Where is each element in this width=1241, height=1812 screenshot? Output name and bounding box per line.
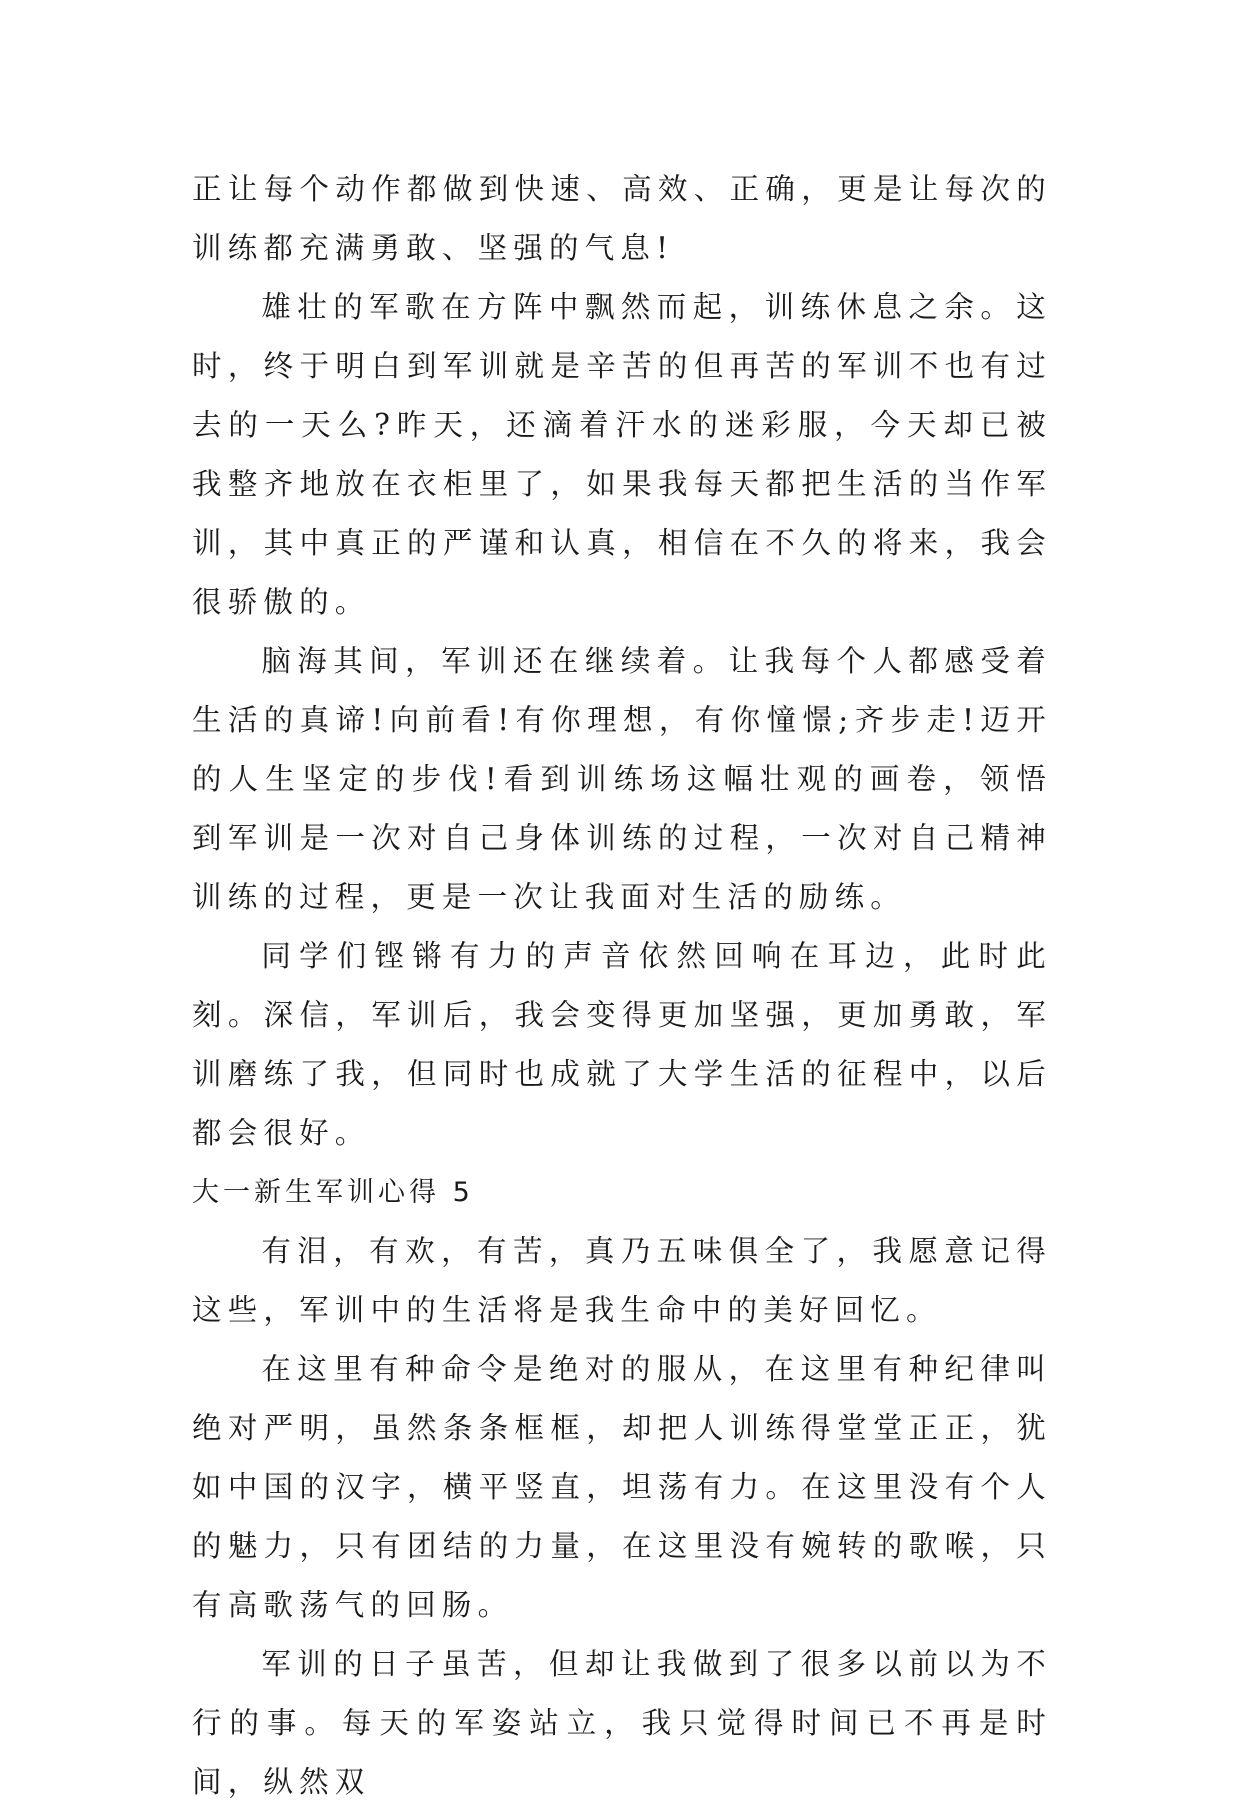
paragraph: 同学们铿锵有力的声音依然回响在耳边，此时此刻。深信，军训后，我会变得更加坚强，更加勇敢，军训磨练了我，但同时也成就了大学生活的征程中，以后都会很好。 [192,939,1052,1150]
paragraph-continuation: 正让每个动作都做到快速、高效、正确，更是让每次的训练都充满勇敢、坚强的气息! [192,172,1052,265]
paragraph: 有泪，有欢，有苦，真乃五味俱全了，我愿意记得这些，军训中的生活将是我生命中的美好回忆。 [192,1234,1052,1327]
paragraph: 雄壮的军歌在方阵中飘然而起，训练休息之余。这时，终于明白到军训就是辛苦的但再苦的军训不也有过去的一天么?昨天，还滴着汗水的迷彩服，今天却已被我整齐地放在衣柜里了，如果我每天都把生活的当作军训，其中真正的严谨和认真，相信在不久的将来，我会很骄傲的。 [192,290,1052,619]
paragraph: 在这里有种命令是绝对的服从，在这里有种纪律叫绝对严明，虽然条条框框，却把人训练得堂堂正正，犹如中国的汉字，横平竖直，坦荡有力。在这里没有个人的魅力，只有团结的力量，在这里没有婉转的歌喉，只有高歌荡气的回肠。 [192,1352,1052,1622]
paragraph: 脑海其间，军训还在继续着。让我每个人都感受着生活的真谛!向前看!有你理想，有你憧憬;齐步走!迈开的人生坚定的步伐!看到训练场这幅壮观的画卷，领悟到军训是一次对自己身体训练的过程，一次对自己精神训练的过程，更是一次让我面对生活的励练。 [192,644,1052,914]
paragraph: 军训的日子虽苦，但却让我做到了很多以前以为不行的事。每天的军姿站立，我只觉得时间已不再是时间，纵然双 [192,1647,1052,1799]
document-body [192,160,1052,1812]
section-heading: 大一新生军训心得 5 [192,1177,474,1208]
